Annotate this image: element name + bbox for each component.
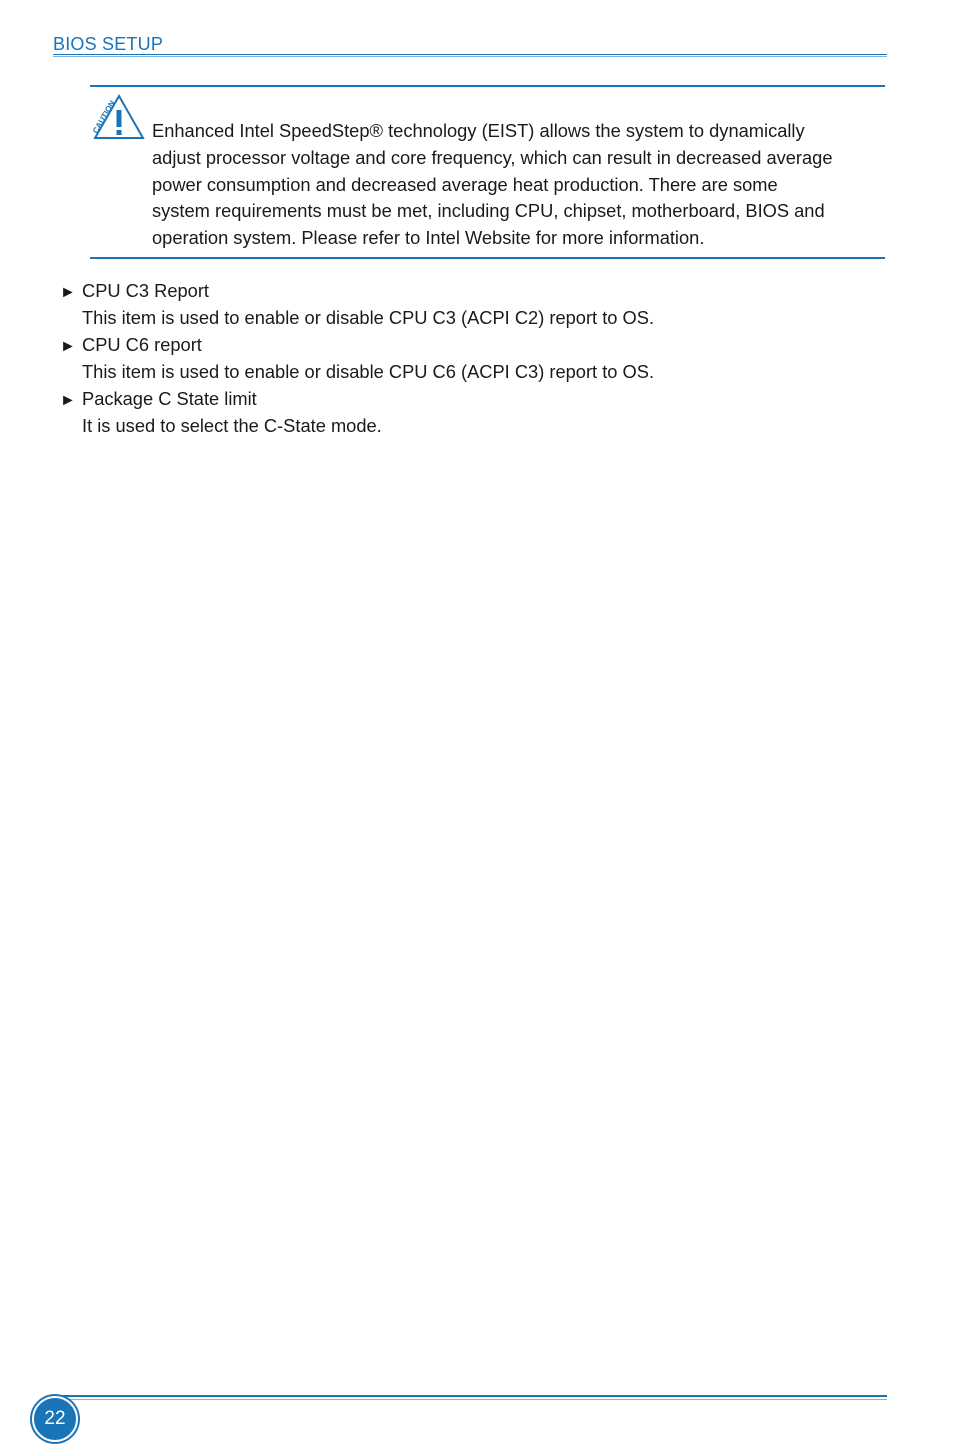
caution-box	[90, 85, 885, 259]
item-title: CPU C6 report	[82, 334, 202, 355]
header-divider-secondary	[53, 56, 887, 57]
caution-line: Enhanced Intel SpeedStep® technology (EIST) allows the system to dynamically	[152, 120, 805, 141]
caution-text	[152, 118, 887, 252]
arrow-right-icon: ►	[60, 392, 76, 409]
caution-line: adjust processor voltage and core frequency, which can result in decreased average	[152, 146, 833, 168]
footer-divider-secondary	[53, 1399, 887, 1400]
footer-divider	[53, 1395, 887, 1397]
item-description: This item is used to enable or disable CPU C6 (ACPI C3) report to OS.	[82, 361, 655, 382]
page-number-badge: 22	[32, 1396, 78, 1442]
item-package-c-state-limit	[60, 385, 257, 414]
caution-icon	[90, 90, 148, 140]
item-description: This item is used to enable or disable CPU C3 (ACPI C2) report to OS.	[82, 307, 655, 328]
arrow-right-icon: ►	[60, 338, 76, 355]
item-title: Package C State limit	[82, 388, 257, 409]
arrow-right-icon: ►	[60, 284, 76, 301]
item-cpu-c6-report	[60, 331, 202, 360]
item-title: CPU C3 Report	[82, 280, 209, 301]
item-cpu-c3-report	[60, 277, 209, 306]
caution-line: system requirements must be met, including CPU, chipset, motherboard, BIOS and	[152, 200, 825, 222]
page-header-title: BIOS SETUP	[53, 34, 164, 54]
item-description: It is used to select the C-State mode.	[82, 415, 382, 436]
header-divider	[53, 54, 887, 55]
caution-line: operation system. Please refer to Intel Website for more information.	[152, 227, 705, 249]
caution-line: power consumption and decreased average heat production. There are some	[152, 173, 778, 195]
caution-icon-label: CAUTION	[90, 98, 117, 135]
